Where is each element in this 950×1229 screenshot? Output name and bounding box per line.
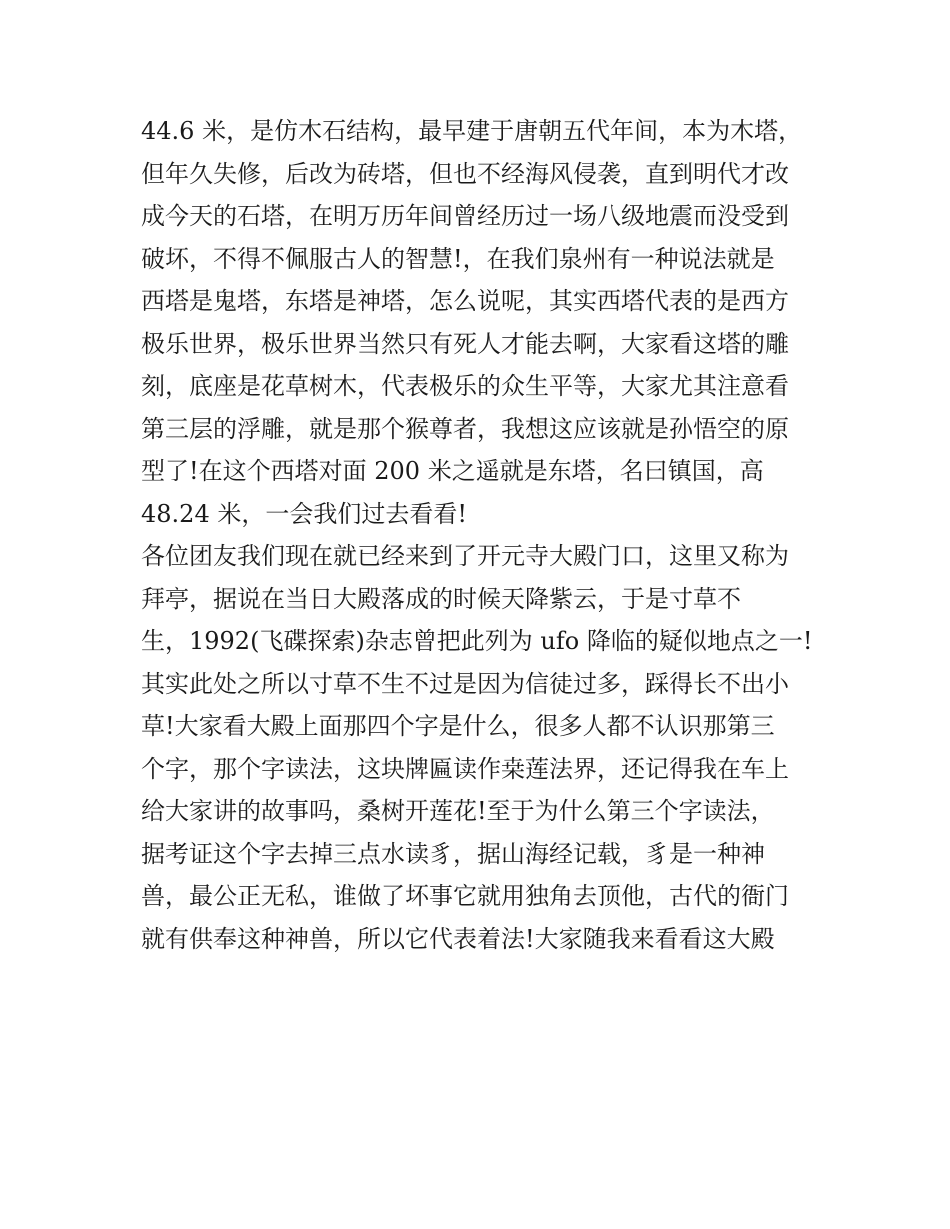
text-line: 各位团友我们现在就已经来到了开元寺大殿门口，这里又称为 [141,542,789,570]
text-line: 刻，底座是花草树木，代表极乐的众生平等，大家尤其注意看 [141,372,789,400]
text-line: 就有供奉这种神兽，所以它代表着法!大家随我来看看这大殿 [141,924,775,953]
text-line: 西塔是鬼塔，东塔是神塔，怎么说呢，其实西塔代表的是西方 [141,287,789,315]
text-line: 第三层的浮雕，就是那个猴尊者，我想这应该就是孙悟空的原 [141,414,789,443]
text-line: 极乐世界，极乐世界当然只有死人才能去啊，大家看这塔的雕 [141,329,789,358]
body-text [141,110,821,960]
text-line: 据考证这个字去掉三点水读豸，据山海经记载，豸是一种神 [141,839,765,868]
text-line: 44.6 米，是仿木石结构，最早建于唐朝五代年间，本为木塔， [141,117,803,145]
text-line: 但年久失修，后改为砖塔，但也不经海风侵袭，直到明代才改 [141,159,789,188]
text-line: 48.24 米，一会我们过去看看! [141,499,467,528]
text-line: 型了!在这个西塔对面 200 米之遥就是东塔，名曰镇国，高 [141,457,764,485]
text-line: 生，1992(飞碟探索)杂志曾把此列为 ufo 降临的疑似地点之一! [141,627,813,655]
text-line: 兽，最公正无私，谁做了坏事它就用独角去顶他，古代的衙门 [141,882,789,910]
text-line: 拜亭，据说在当日大殿落成的时候天降紫云，于是寸草不 [141,584,741,613]
text-line: 给大家讲的故事吗，桑树开莲花!至于为什么第三个字读法， [141,797,775,825]
text-line: 破坏，不得不佩服古人的智慧!，在我们泉州有一种说法就是 [141,244,775,273]
text-line: 成今天的石塔，在明万历年间曾经历过一场八级地震而没受到 [141,202,789,230]
text-line: 其实此处之所以寸草不生不过是因为信徒过多，踩得长不出小 [141,669,789,698]
text-line: 草!大家看大殿上面那四个字是什么，很多人都不认识那第三 [141,712,775,740]
text-line: 个字，那个字读法，这块牌匾读作桒莲法界，还记得我在车上 [141,754,789,783]
